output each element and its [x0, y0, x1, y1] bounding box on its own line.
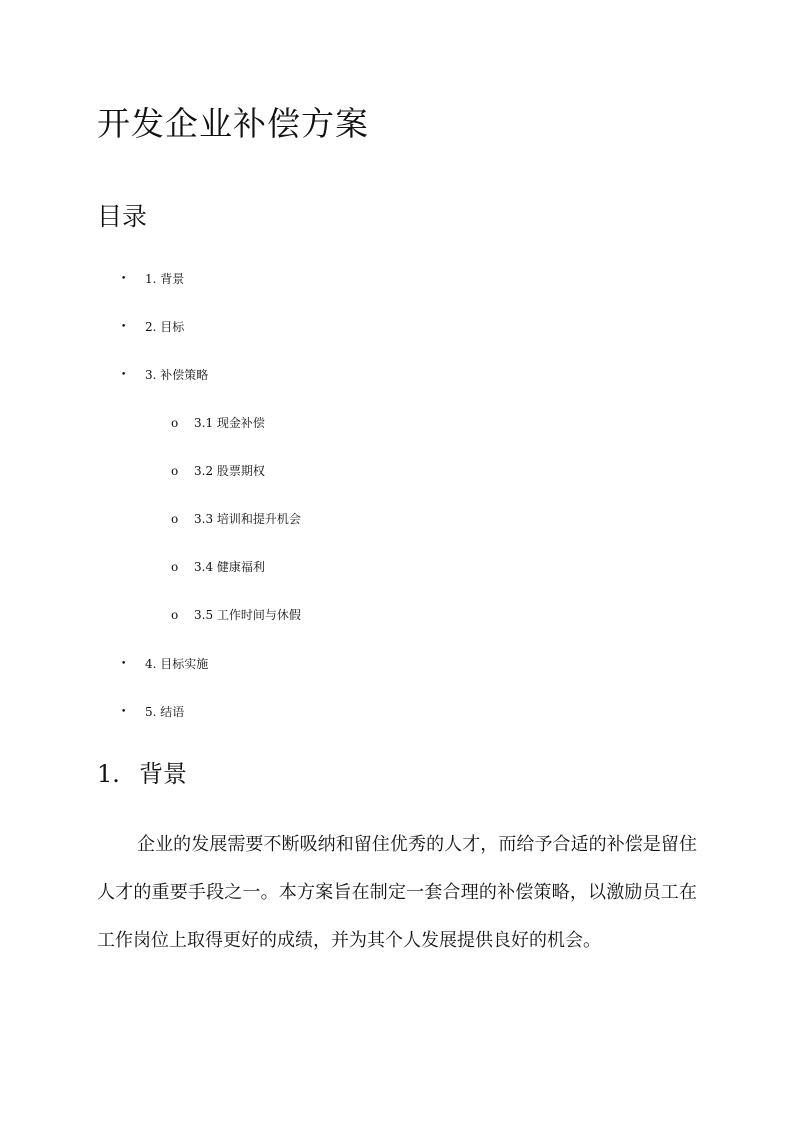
- toc-item-label: 5. 结语: [145, 705, 185, 719]
- toc-item-goals[interactable]: [121, 319, 185, 335]
- toc-item-label: 3.4 健康福利: [194, 560, 265, 574]
- sub-bullet-marker: o: [171, 608, 179, 622]
- bullet-marker: •: [121, 707, 127, 717]
- sub-bullet-marker: o: [171, 512, 179, 526]
- toc-item-implementation[interactable]: [121, 656, 209, 672]
- toc-item-cash-compensation[interactable]: [171, 415, 265, 431]
- toc-heading: 目录: [97, 202, 148, 231]
- toc-item-label: 3.5 工作时间与休假: [194, 608, 301, 622]
- toc-item-label: 3.2 股票期权: [194, 464, 265, 478]
- toc-item-label: 3.3 培训和提升机会: [194, 512, 301, 526]
- sub-bullet-marker: o: [171, 416, 179, 430]
- sub-bullet-marker: o: [171, 464, 179, 478]
- section-heading-background: [97, 754, 187, 789]
- toc-item-training[interactable]: [171, 511, 301, 527]
- sub-bullet-marker: o: [171, 560, 179, 574]
- toc-item-label: 1. 背景: [145, 272, 185, 286]
- toc-item-label: 4. 目标实施: [145, 657, 209, 671]
- toc-item-conclusion[interactable]: [121, 704, 185, 720]
- toc-item-working-hours[interactable]: [171, 607, 301, 623]
- background-paragraph: 企业的发展需要不断吸纳和留住优秀的人才，而给予合适的补偿是留住人才的重要手段之一。本方案旨在制定一套合理的补偿策略，以激励员工在工作岗位上取得更好的成绩，并为其个人发展提供良好的机会。: [97, 834, 697, 951]
- section-title: 背景: [139, 760, 187, 788]
- bullet-marker: •: [121, 370, 127, 380]
- toc-item-label: 2. 目标: [145, 320, 185, 334]
- toc-item-compensation-strategy[interactable]: [121, 367, 209, 383]
- bullet-marker: •: [121, 274, 127, 284]
- toc-item-label: 3.1 现金补偿: [194, 416, 265, 430]
- section-number: 1.: [97, 760, 120, 788]
- toc-item-label: 3. 补偿策略: [145, 368, 209, 382]
- toc-item-health-benefits[interactable]: [171, 559, 265, 575]
- bullet-marker: •: [121, 322, 127, 332]
- document-title: 开发企业补偿方案: [97, 104, 369, 143]
- toc-item-stock-options[interactable]: [171, 463, 265, 479]
- toc-item-background[interactable]: [121, 271, 185, 287]
- bullet-marker: •: [121, 659, 127, 669]
